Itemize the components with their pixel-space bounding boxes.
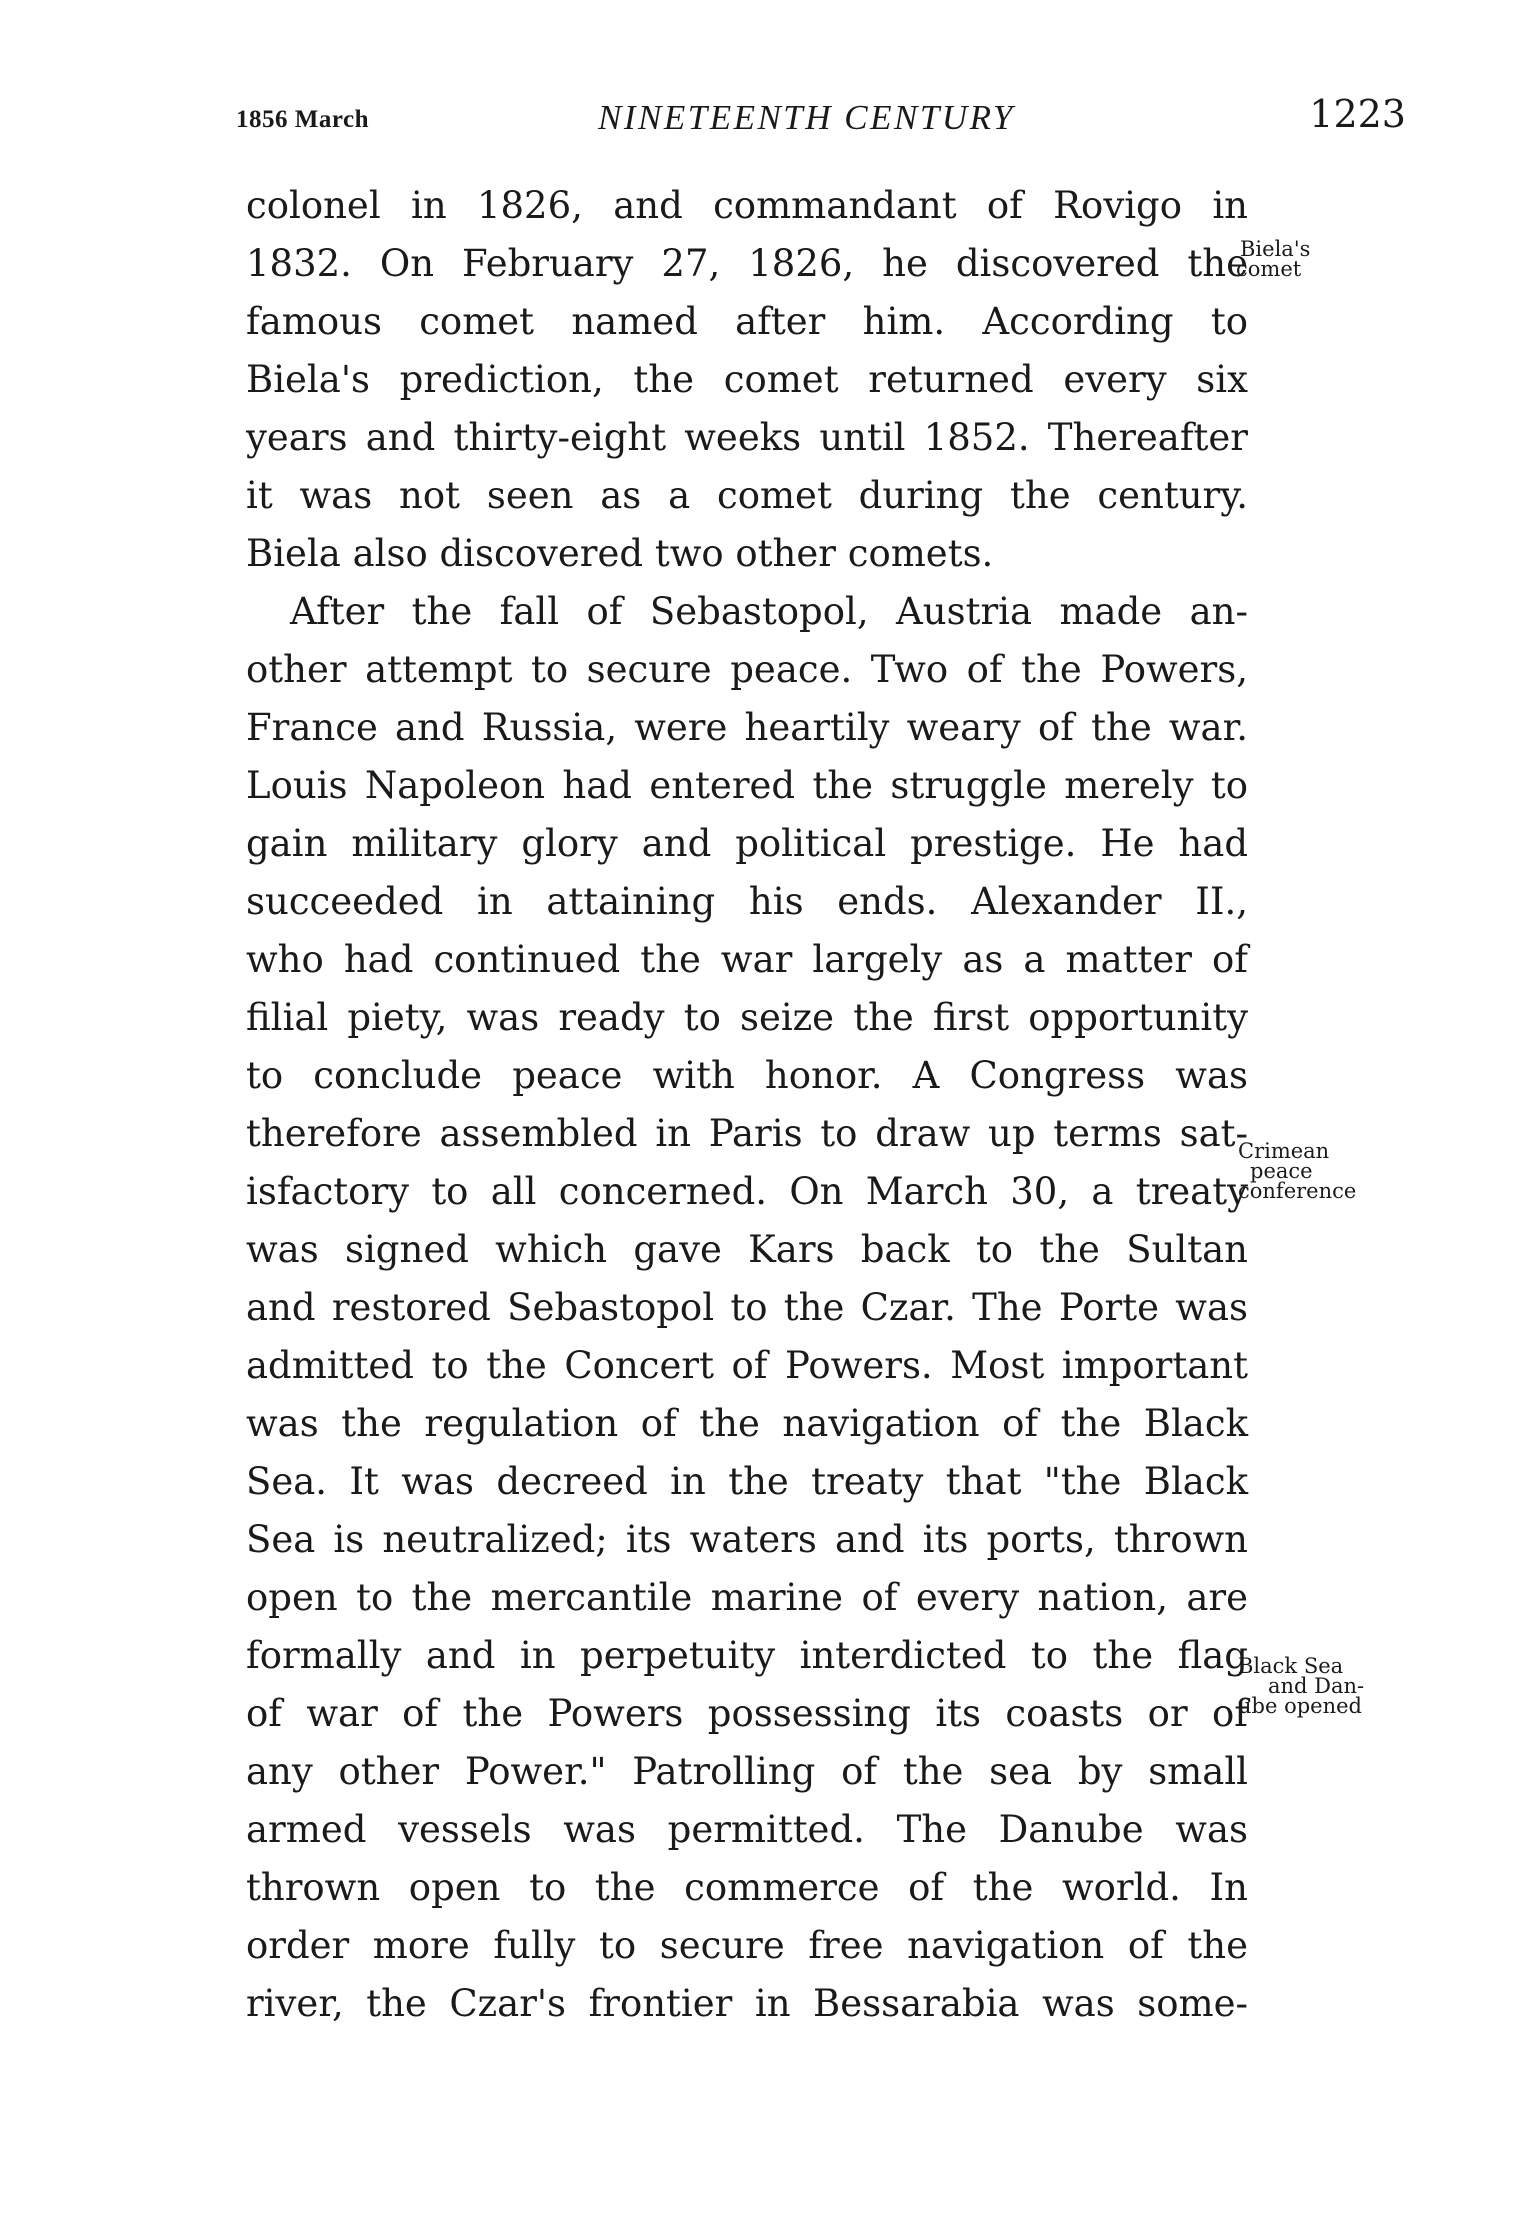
text-line: filial piety, was ready to seize the first opportunity	[246, 996, 1248, 1039]
text-line: other attempt to secure peace. Two of the Powers,	[246, 648, 1248, 691]
text-line: Biela's prediction, the comet returned every six	[246, 358, 1248, 401]
body-text	[246, 177, 1248, 2033]
marginal-note-line: Crimean	[1238, 1139, 1330, 1163]
text-line: was signed which gave Kars back to the Sultan	[246, 1228, 1248, 1271]
marginal-note-line: peace	[1250, 1159, 1313, 1183]
text-line: famous comet named after him. According to	[246, 300, 1248, 343]
text-line: was the regulation of the navigation of the Black	[246, 1402, 1248, 1445]
text-line: Biela also discovered two other comets.	[246, 532, 994, 575]
text-line: formally and in perpetuity interdicted to the flag	[246, 1634, 1248, 1677]
text-line: Sea is neutralized; its waters and its ports, thrown	[246, 1518, 1248, 1561]
text-line: years and thirty-eight weeks until 1852. Thereafter	[246, 416, 1248, 459]
text-line: to conclude peace with honor. A Congress was	[246, 1054, 1248, 1097]
text-line: isfactory to all concerned. On March 30, a treaty	[246, 1170, 1248, 1213]
running-head	[236, 92, 1406, 142]
text-line: order more fully to secure free navigation of the	[246, 1924, 1248, 1967]
marginal-note-black-sea	[1238, 1656, 1408, 1716]
text-line: succeeded in attaining his ends. Alexander II.,	[246, 880, 1248, 923]
page-number: 1223	[1309, 92, 1406, 136]
marginal-note-crimean	[1238, 1141, 1408, 1201]
text-line: who had continued the war largely as a matter of	[246, 938, 1248, 981]
text-line: any other Power." Patrolling of the sea by small	[246, 1750, 1248, 1793]
text-line: river, the Czar's frontier in Bessarabia was some-	[246, 1982, 1248, 2025]
text-line: armed vessels was permitted. The Danube was	[246, 1808, 1248, 1851]
text-line: admitted to the Concert of Powers. Most important	[246, 1344, 1248, 1387]
text-line: therefore assembled in Paris to draw up terms sat-	[246, 1112, 1248, 1155]
marginal-note-line: Biela's	[1240, 237, 1311, 261]
text-line: Sea. It was decreed in the treaty that "the Black	[246, 1460, 1248, 1503]
text-line: gain military glory and political prestige. He had	[246, 822, 1248, 865]
marginal-note-biela	[1236, 239, 1406, 279]
text-line: Louis Napoleon had entered the struggle merely to	[246, 764, 1248, 807]
text-line: colonel in 1826, and commandant of Rovigo in	[246, 184, 1248, 227]
text-line: thrown open to the commerce of the world. In	[246, 1866, 1248, 1909]
marginal-note-line: and Dan-	[1268, 1674, 1365, 1698]
text-line: of war of the Powers possessing its coasts or of	[246, 1692, 1248, 1735]
text-line: and restored Sebastopol to the Czar. The Porte was	[246, 1286, 1248, 1329]
text-line: it was not seen as a comet during the century.	[246, 474, 1248, 517]
header-date: 1856 March	[236, 106, 369, 133]
text-line: France and Russia, were heartily weary of the war.	[246, 706, 1248, 749]
header-title: NINETEENTH CENTURY	[598, 98, 1015, 137]
paragraph-start-line: After the fall of Sebastopol, Austria made an-	[290, 590, 1248, 633]
marginal-note-line: ube opened	[1238, 1694, 1362, 1718]
marginal-note-line: comet	[1236, 257, 1302, 281]
text-line: 1832. On February 27, 1826, he discovered the	[246, 242, 1248, 285]
marginal-note-line: conference	[1238, 1179, 1357, 1203]
marginal-note-line: Black Sea	[1238, 1654, 1344, 1678]
text-line: open to the mercantile marine of every nation, are	[246, 1576, 1248, 1619]
